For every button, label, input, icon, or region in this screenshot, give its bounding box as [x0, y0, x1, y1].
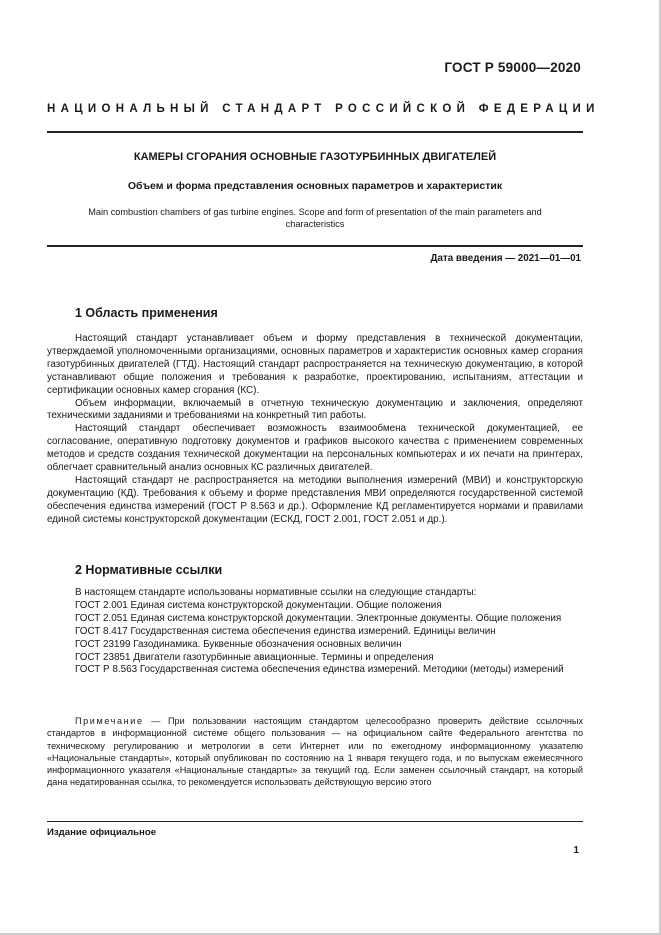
- section-1-heading: 1 Область применения: [75, 306, 218, 320]
- subtitle-ru: Объем и форма представления основных параметров и характеристик: [127, 180, 503, 192]
- title-ru: КАМЕРЫ СГОРАНИЯ ОСНОВНЫЕ ГАЗОТУРБИННЫХ ДВИГАТЕЛЕЙ: [133, 151, 497, 163]
- note-block: [47, 715, 583, 789]
- title-en: Main combustion chambers of gas turbine engines. Scope and form of presentation of the main parameters and characteristics: [88, 207, 542, 229]
- national-standard-banner: НАЦИОНАЛЬНЫЙ СТАНДАРТ РОССИЙСКОЙ ФЕДЕРАЦИИ: [47, 103, 600, 115]
- note-dash: —: [143, 716, 169, 726]
- page-number: 1: [573, 845, 579, 856]
- section-2-heading: 2 Нормативные ссылки: [75, 563, 223, 577]
- reference-gost-2-051: ГОСТ 2.051 Единая система конструкторской документации. Электронные документы. Общие положения: [75, 612, 562, 624]
- title-rule: [47, 245, 583, 247]
- reference-gost-23851: ГОСТ 23851 Двигатели газотурбинные авиационные. Термины и определения: [75, 651, 434, 663]
- section-2-paragraph-1: В настоящем стандарте использованы нормативные ссылки на следующие стандарты:: [75, 587, 477, 598]
- section-1-paragraph-4: Настоящий стандарт не распространяется на методики выполнения измерений (МВИ) и конструкторскую документацию (КД). Требования к объему и форме представления МВИ определяются государственной системой обеспечения единства измерений (ГОСТ Р 8.563 и др.). Оформление КД регламентируется нормами и правилами единой системы конструкторской документации (ЕСКД, ГОСТ 2.001, ГОСТ 2.051 и др.).: [47, 474, 583, 525]
- section-1-paragraph-2: Объем информации, включаемый в отчетную техническую документацию и заключения, определяют техническими заданиями и требованиями на конкретный тип работы.: [47, 397, 583, 422]
- reference-gost-23199: ГОСТ 23199 Газодинамика. Буквенные обозначения основных величин: [75, 638, 402, 650]
- header-rule: [47, 131, 583, 133]
- section-1-paragraph-1: Настоящий стандарт устанавливает объем и форму представления в технической документации, утверждаемой уполномоченными организациями, основных параметров и характеристик основных камер сгорания газотурбинных двигателей (ГТД). Настоящий стандарт распространяется на техническую документацию, в которой устанавливают общие положения и требования к разработке, проектированию, испытаниям, аттестации и сертификации основных камер сгорания (КС).: [47, 333, 583, 396]
- reference-gost-8-417: ГОСТ 8.417 Государственная система обеспечения единства измерений. Единицы величин: [75, 625, 496, 637]
- note-label: Примечание: [75, 716, 144, 726]
- section-2-body: [47, 587, 583, 677]
- official-edition-label: Издание официальное: [47, 827, 157, 838]
- reference-gost-r-8-563: ГОСТ Р 8.563 Государственная система обеспечения единства измерений. Методики (методы) измерений: [75, 664, 564, 676]
- note-text: При пользовании настоящим стандартом целесообразно проверить действие ссылочных стандартов в информационной системе общего пользования — на официальном сайте Федерального агентства по техническому регулированию и метрологии в сети Интернет или по ежегодному информационному указателю «Национальные стандарты», который опубликован по состоянию на 1 января текущего года, и по выпускам ежемесячного информационного указателя «Национальные стандарты» за текущий год. Если заменен ссылочный стандарт, на который дана недатированная ссылка, то рекомендуется использовать действующую версию этого: [47, 716, 584, 788]
- note-paragraph: [47, 715, 583, 789]
- gost-code: ГОСТ Р 59000—2020: [444, 60, 581, 75]
- section-1-paragraph-3: Настоящий стандарт обеспечивает возможность взаимообмена технической документацией, ее согласование, оперативную подготовку документов и графиков высокого качества с применением современных методов и средств создания технической документации на персональных компьютерах и их печати на принтерах, облегчает сравнительный анализ основных КС различных двигателей.: [47, 423, 583, 474]
- introduction-date: Дата введения — 2021—01—01: [430, 253, 581, 264]
- section-1-body: [47, 333, 583, 527]
- footer-rule: [47, 821, 583, 822]
- reference-gost-2-001: ГОСТ 2.001 Единая система конструкторской документации. Общие положения: [75, 599, 442, 611]
